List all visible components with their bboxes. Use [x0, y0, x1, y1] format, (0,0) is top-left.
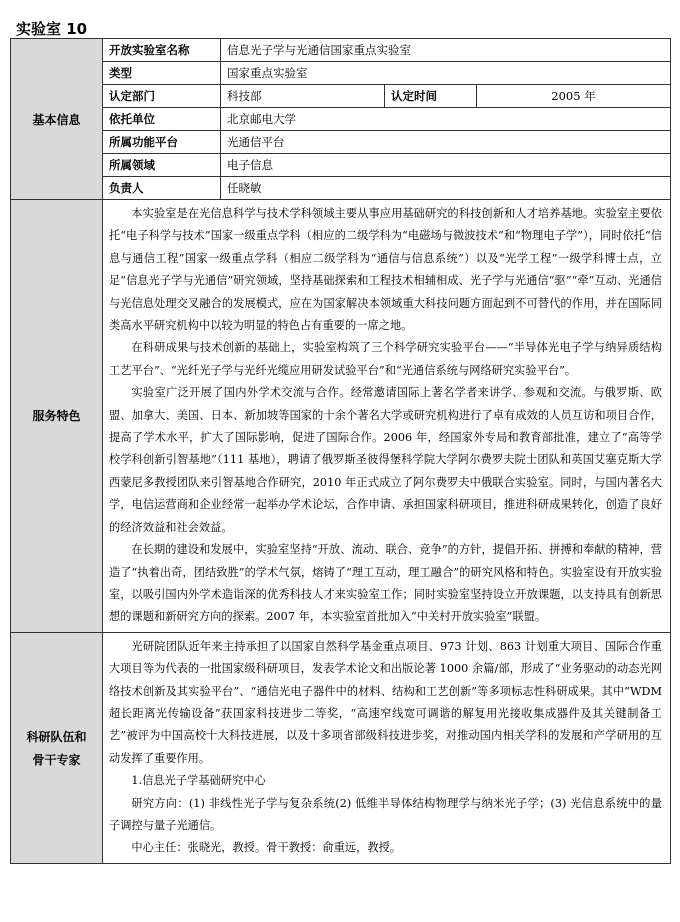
lab-info-table: [10, 38, 671, 864]
service-paragraph: 在长期的建设和发展中，实验室坚持“开放、流动、联合、竞争”的方针，提倡开拓、拼搏和奉献的精神，营造了“执着出奇，团结致胜”的学术气氛，熔铸了“理工互动，理工融合”的研究风格和特色。实验室设有开放实验室，以吸引国内外学术造诣深的优秀科技人才来实验室工作；同时实验室坚持设立开放课题，以支持具有创新思想的课题和新研究方向的探索。2007 年，本实验室首批加入“中关村开放实验室”联盟。: [109, 543, 663, 624]
field-value-director: 任晓敏: [221, 177, 671, 200]
field-label-department: 认定部门: [103, 85, 221, 108]
service-paragraph: 本实验室是在光信息科学与技术学科领域主要从事应用基础研究的科技创新和人才培养基地。实验室主要依托“电子科学与技术”国家一级重点学科（相应的二级学科为“电磁场与微波技术”和“物理电子学”），同时依托“信息与通信工程”国家一级重点学科（相应二级学科为“通信与信息系统”）以及“光学工程”一级学科博士点，立足“信息光子学与光通信”研究领域，坚持基础探索和工程技术相辅相成、光子学与光通信“驱”“牵”互动、光通信与光信息处理交叉融合的发展模式，应在为国家解决本领域重大科技问题方面起到不可替代的作用，并在国际同类高水平研究机构中以较为明显的特色占有重要的一席之地。: [109, 207, 663, 333]
page-title: 实验室 10: [16, 20, 88, 38]
team-text: [103, 632, 671, 863]
team-research-directions: 研究方向：(1) 非线性光子学与复杂系统(2) 低维半导体结构物理学与纳米光子学；(3) 光信息系统中的量子调控与量子光通信。: [109, 796, 663, 832]
field-label-time: 认定时间: [385, 85, 477, 108]
team-paragraph: 光研院团队近年来主持承担了以国家自然科学基金重点项目、973 计划、863 计划重大项目、国际合作重大项目等为代表的一批国家级科研项目，发表学术论文和出版论著 1000 余篇/部，形成了“业务驱动的动态光网络技术创新及其实验平台”、“通信光电子器件中的材料、结构和工艺创新”等多项标志性科研成果。其中“WDM 超长距离光传输设备”获国家科技进步二等奖，“高速窄线宽可调谐的解复用光接收集成器件及其关键制备工艺”被评为中国高校十大科技进展，以及十多项省部级科技进步奖，对推动国内相关学科的发展和产学研用的互动发挥了重要作用。: [109, 639, 663, 765]
field-label-host-unit: 依托单位: [103, 108, 221, 131]
field-label-director: 负责人: [103, 177, 221, 200]
field-label-type: 类型: [103, 62, 221, 85]
service-paragraph: 在科研成果与技术创新的基础上，实验室构筑了三个科学研究实验平台——“半导体光电子学与纳异质结构工艺平台”、“光纤光子学与光纤光缆应用研发试验平台”和“光通信系统与网络研究实验平台”。: [109, 341, 663, 377]
team-center-director: 中心主任：张晓光，教授。骨干教授：俞重远，教授。: [131, 841, 402, 855]
field-value-host-unit: 北京邮电大学: [221, 108, 671, 131]
section-label-service: 服务特色: [11, 200, 103, 633]
field-label-platform: 所属功能平台: [103, 131, 221, 154]
field-value-lab-name: 信息光子学与光通信国家重点实验室: [221, 39, 671, 62]
field-value-domain: 电子信息: [221, 154, 671, 177]
field-label-lab-name: 开放实验室名称: [103, 39, 221, 62]
section-label-team-line2: 骨干专家: [32, 752, 81, 767]
field-value-department: 科技部: [221, 85, 385, 108]
team-center-title: 1.信息光子学基础研究中心: [131, 774, 266, 788]
section-label-team-line1: 科研队伍和: [26, 729, 87, 744]
section-label-team: [11, 632, 103, 863]
field-value-time: 2005 年: [477, 85, 671, 108]
field-value-type: 国家重点实验室: [221, 62, 671, 85]
section-label-basic: 基本信息: [11, 39, 103, 200]
service-paragraph: 实验室广泛开展了国内外学术交流与合作。经常邀请国际上著名学者来讲学、参观和交流。与俄罗斯、欧盟、加拿大、美国、日本、新加坡等国家的十余个著名大学或研究机构进行了卓有成效的人员互访和项目合作，提高了学术水平，扩大了国际影响，促进了国际合作。2006 年，经国家外专局和教育部批准，建立了“高等学校学科创新引智基地”（111 基地），聘请了俄罗斯圣彼得堡科学院大学阿尔费罗夫院士团队和英国艾塞克斯大学西蒙尼多教授团队来引智基地合作研究，2010 年正式成立了阿尔费罗夫中俄联合实验室。同时，与国内著名大学，电信运营商和企业经常一起举办学术论坛，合作申请、承担国家科研项目，推进科研成果转化，创造了良好的经济效益和社会效益。: [109, 386, 663, 534]
field-label-domain: 所属领域: [103, 154, 221, 177]
field-value-platform: 光通信平台: [221, 131, 671, 154]
service-text: [103, 200, 671, 633]
